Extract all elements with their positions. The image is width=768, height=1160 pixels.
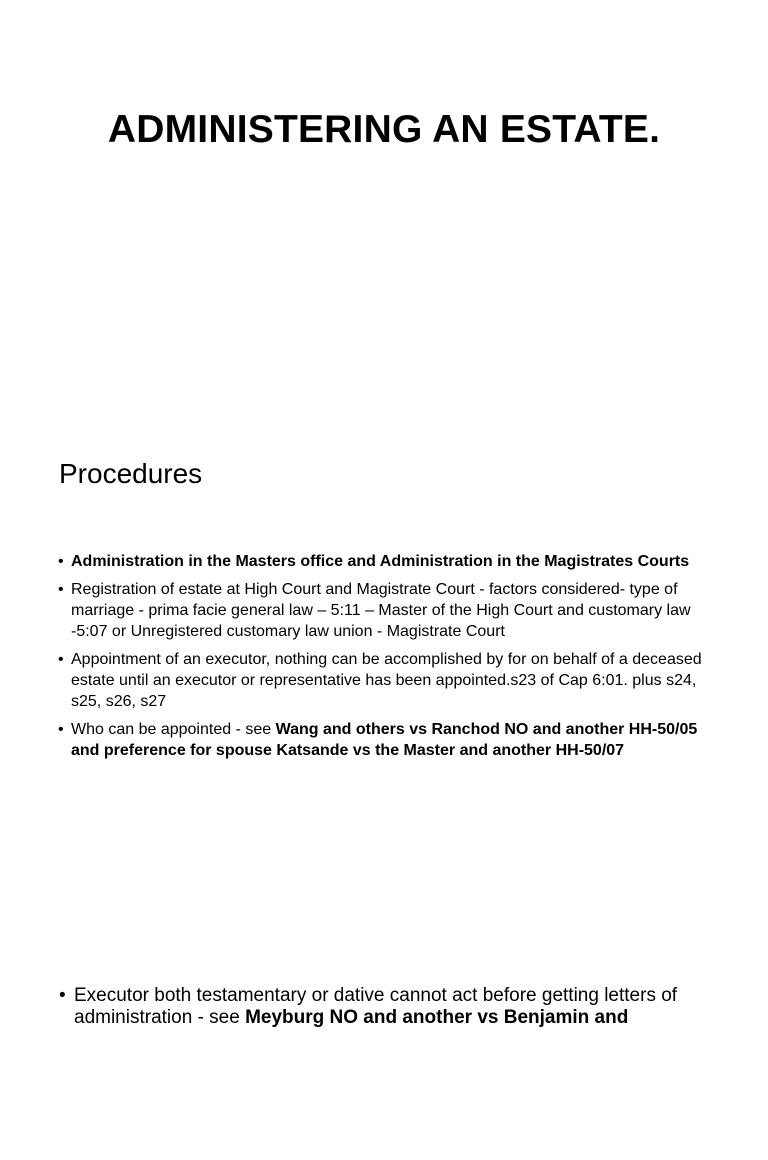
bullet-list xyxy=(0,551,768,768)
bullet-marker: • xyxy=(58,553,64,570)
procedures-slide xyxy=(0,430,768,970)
bullet-text: Appointment of an executor, nothing can be accomplished by for on behalf of a deceased estate until an executor or representative has been appointed.s23 of Cap 6:01. plus s24, s25, s26, s27 xyxy=(71,651,702,710)
case-citation: Wang and others vs Ranchod NO and another HH-50/05 and preference for spouse Katsande vs the Master and another HH-50/07 xyxy=(71,721,698,759)
bullet-text: Registration of estate at High Court and Magistrate Court - factors considered- type of marriage - prima facie general law – 5:11 – Master of the High Court and customary law -5:07 or Unregistered customary law union - Magistrate Court xyxy=(71,581,691,640)
bullet-marker: • xyxy=(58,721,64,738)
slide-title: ADMINISTERING AN ESTATE. xyxy=(107,108,661,151)
bullet-text: Administration in the Masters office and Administration in the Magistrates Courts xyxy=(71,553,690,570)
section-heading: Procedures xyxy=(59,458,203,489)
bullet-marker: • xyxy=(59,985,66,1006)
executor-slide xyxy=(0,960,768,1160)
bullet-list xyxy=(0,985,768,1029)
title-slide xyxy=(0,0,768,430)
bullet-text: Who can be appointed - see xyxy=(71,721,276,738)
list-item xyxy=(0,579,768,642)
bullet-marker: • xyxy=(58,581,64,598)
list-item xyxy=(0,551,768,572)
bullet-text: Executor both testamentary or dative cannot act before getting letters of administration - see xyxy=(74,985,678,1028)
list-item xyxy=(0,985,768,1029)
bullet-marker: • xyxy=(58,651,64,668)
list-item xyxy=(0,719,768,761)
case-citation: Meyburg NO and another vs Benjamin and xyxy=(245,1007,629,1028)
list-item xyxy=(0,649,768,712)
